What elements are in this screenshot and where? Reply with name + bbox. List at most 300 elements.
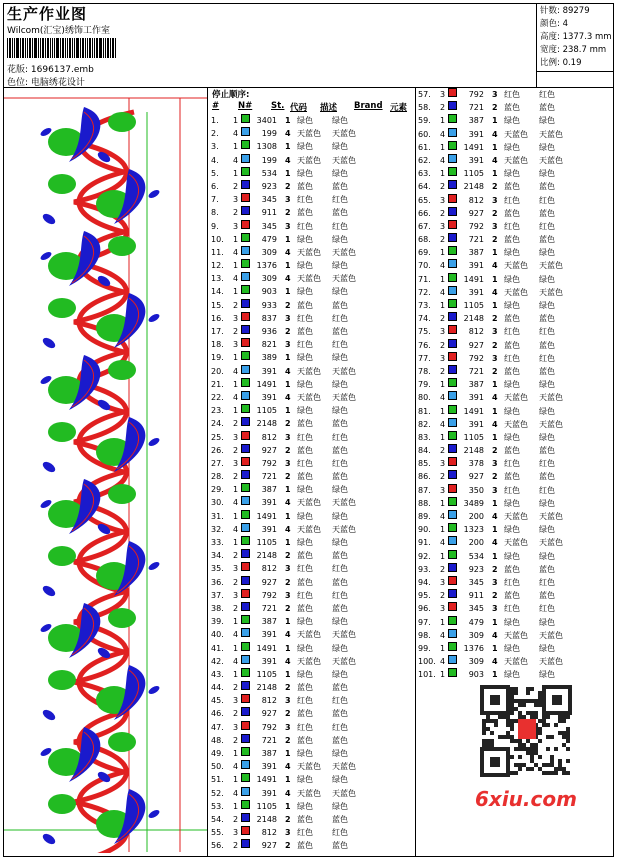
color-swatch <box>241 180 250 189</box>
brand: 红色 <box>332 313 348 323</box>
needle-number: 3 <box>440 90 446 99</box>
description: 天蓝色 <box>297 524 321 534</box>
color-code: 1 <box>285 116 291 125</box>
stop-number: 52. <box>211 788 224 798</box>
qr-module <box>502 715 506 719</box>
color-value: 电脑绣花设计 <box>30 78 85 88</box>
qr-module <box>522 699 526 703</box>
barcode-bar <box>115 38 116 58</box>
qr-module <box>530 759 534 763</box>
brand: 天蓝色 <box>332 656 356 666</box>
stitch-count-cell: 1491 <box>463 274 484 284</box>
barcode-bar <box>89 38 91 58</box>
qr-module <box>538 703 542 707</box>
needle-number: 1 <box>440 617 446 627</box>
qr-module <box>514 699 518 703</box>
table-row <box>418 365 613 378</box>
stitch-count: 针数: 89279 <box>540 6 590 16</box>
brand: 蓝色 <box>539 182 555 192</box>
stop-number: 51. <box>211 775 224 785</box>
needle-number: 3 <box>440 221 446 231</box>
qr-module <box>538 727 542 731</box>
col-code: 代码 <box>290 103 308 113</box>
needle-number: 2 <box>440 446 446 456</box>
color-swatch <box>241 747 250 756</box>
stitch-count-cell: 927 <box>261 577 277 587</box>
color-code: 1 <box>492 380 498 390</box>
qr-module <box>562 771 566 775</box>
barcode-bar <box>92 38 93 58</box>
barcode-bar <box>56 38 59 58</box>
description: 红色 <box>297 432 313 442</box>
qr-module <box>494 719 498 723</box>
stop-number: 6. <box>211 181 219 191</box>
color-swatch <box>241 457 250 466</box>
stop-number: 16. <box>211 313 224 323</box>
description: 蓝色 <box>297 445 313 455</box>
brand: 绿色 <box>332 261 348 271</box>
green-leaf <box>48 422 76 442</box>
description: 绿色 <box>297 287 313 297</box>
qr-finder-center <box>490 757 500 767</box>
stop-number: 80. <box>418 393 431 403</box>
table-row <box>211 351 413 364</box>
stitch-count-cell: 345 <box>261 195 277 205</box>
brand: 红色 <box>332 432 348 442</box>
table-row <box>211 549 413 562</box>
color-swatch <box>448 286 457 295</box>
qr-code <box>470 683 580 779</box>
qr-module <box>534 763 538 767</box>
needle-number: 3 <box>233 458 239 468</box>
stop-number: 72. <box>418 287 431 297</box>
qr-module <box>558 715 562 719</box>
stop-number: 92. <box>418 551 431 561</box>
qr-module <box>514 719 518 723</box>
brand: 绿色 <box>332 287 348 297</box>
needle-number: 4 <box>233 656 239 666</box>
qr-module <box>566 759 570 763</box>
qr-module <box>526 747 530 751</box>
stop-number: 55. <box>211 828 224 838</box>
table-row <box>418 378 613 391</box>
color-code: 2 <box>285 683 291 693</box>
color-swatch <box>241 576 250 585</box>
needle-number: 2 <box>233 327 239 336</box>
stitch-count-cell: 387 <box>468 380 484 390</box>
color-swatch <box>241 206 250 215</box>
description: 蓝色 <box>297 603 313 613</box>
stitch-count-cell: 387 <box>468 116 484 126</box>
barcode-bar <box>60 38 61 58</box>
table-row <box>418 642 613 655</box>
stop-number: 76. <box>418 340 431 350</box>
qr-module <box>550 763 554 767</box>
barcode-bar <box>42 38 44 58</box>
design-width: 宽度: 238.7 mm <box>540 45 607 55</box>
description: 蓝色 <box>504 564 520 574</box>
qr-module <box>486 719 490 723</box>
qr-module <box>534 703 538 707</box>
needle-number: 2 <box>440 472 446 482</box>
color-code: 2 <box>285 551 291 561</box>
table-row <box>418 141 613 154</box>
qr-module <box>514 771 518 775</box>
color-line <box>7 75 85 88</box>
qr-module <box>526 699 530 703</box>
qr-module <box>562 731 566 735</box>
brand: 绿色 <box>539 169 555 179</box>
color-swatch <box>448 589 457 598</box>
color-code: 1 <box>285 168 291 178</box>
qr-module <box>510 723 514 727</box>
table-row <box>211 707 413 720</box>
stitch-count-cell: 2148 <box>256 814 277 824</box>
page-title: 生产作业图 <box>7 5 88 23</box>
description: 绿色 <box>297 234 313 244</box>
stitch-count-cell: 391 <box>468 155 484 165</box>
color-code: 4 <box>492 630 498 640</box>
stitch-count-cell: 721 <box>261 472 277 482</box>
color-code: 4 <box>492 538 498 548</box>
needle-number: 3 <box>440 327 446 337</box>
color-code: 2 <box>285 208 291 218</box>
description: 绿色 <box>504 274 520 284</box>
brand: 蓝色 <box>332 419 348 429</box>
stats-panel <box>540 5 612 70</box>
qr-module <box>510 739 514 743</box>
qr-module <box>546 715 550 719</box>
barcode-bar <box>29 38 31 58</box>
description: 红色 <box>504 577 520 587</box>
qr-module <box>506 719 510 723</box>
description: 蓝色 <box>297 419 313 429</box>
brand: 红色 <box>539 485 555 495</box>
qr-module <box>518 699 522 703</box>
green-leaf <box>108 732 136 752</box>
stop-number: 91. <box>418 538 431 548</box>
barcode-bar <box>112 38 114 58</box>
color-swatch <box>241 707 250 716</box>
table-row <box>211 220 413 233</box>
stop-number: 78. <box>418 366 431 376</box>
description: 绿色 <box>504 169 520 179</box>
stitch-count-cell: 792 <box>468 90 484 99</box>
color-swatch <box>241 167 250 176</box>
qr-module <box>510 719 514 723</box>
stop-number: 43. <box>211 669 224 679</box>
description: 红色 <box>297 696 313 706</box>
table-row <box>211 259 413 272</box>
description: 蓝色 <box>297 709 313 719</box>
color-swatch <box>241 721 250 730</box>
brand: 蓝色 <box>539 591 555 601</box>
stop-sequence-title: 停止顺序: <box>212 90 250 100</box>
stitch-count-cell: 1105 <box>463 432 484 442</box>
description: 天蓝色 <box>504 512 528 521</box>
stop-number: 5. <box>211 168 219 178</box>
table-row <box>418 312 613 325</box>
table-row <box>418 497 613 510</box>
qr-module <box>518 743 522 747</box>
table-row <box>418 510 613 523</box>
brand: 天蓝色 <box>332 392 356 402</box>
col-st: St. <box>271 101 285 111</box>
color-swatch <box>448 325 457 334</box>
stitch-count-cell: 933 <box>261 300 277 310</box>
stitch-count-cell: 200 <box>468 538 484 548</box>
color-swatch <box>241 655 250 664</box>
stop-number: 90. <box>418 525 431 535</box>
brand: 天蓝色 <box>332 762 356 772</box>
needle-number: 1 <box>233 643 239 653</box>
color-swatch <box>241 233 250 242</box>
description: 绿色 <box>504 498 520 508</box>
brand: 红色 <box>332 564 348 574</box>
needle-number: 3 <box>233 221 239 231</box>
description: 蓝色 <box>297 577 313 587</box>
color-swatch <box>241 628 250 637</box>
qr-module <box>554 747 558 751</box>
stop-number: 63. <box>418 169 431 179</box>
stitch-count-cell: 1105 <box>463 169 484 179</box>
needle-number: 1 <box>440 406 446 416</box>
brand: 蓝色 <box>332 472 348 482</box>
description: 天蓝色 <box>297 498 321 508</box>
color-code: 1 <box>492 406 498 416</box>
stitch-count-cell: 812 <box>261 696 277 706</box>
table-row <box>418 101 613 114</box>
table-row <box>418 194 613 207</box>
color-swatch <box>448 141 457 150</box>
brand: 蓝色 <box>332 300 348 310</box>
stitch-count-cell: 1105 <box>256 801 277 811</box>
stop-number: 77. <box>418 353 431 363</box>
brand: 红色 <box>539 577 555 587</box>
brand: 蓝色 <box>332 551 348 561</box>
brand: 绿色 <box>332 406 348 416</box>
qr-module <box>518 747 522 751</box>
barcode-bar <box>7 38 8 58</box>
needle-number: 1 <box>440 116 446 126</box>
table-row <box>418 391 613 404</box>
qr-module <box>566 735 570 739</box>
color-swatch <box>241 154 250 163</box>
color-swatch <box>448 431 457 440</box>
color-swatch <box>241 470 250 479</box>
qr-module <box>550 759 554 763</box>
description: 蓝色 <box>504 472 520 482</box>
description: 红色 <box>504 195 520 205</box>
needle-number: 1 <box>440 670 446 680</box>
needle-number: 3 <box>440 485 446 495</box>
needle-number: 2 <box>440 314 446 324</box>
stitch-count-cell: 721 <box>468 103 484 113</box>
col-brand: Brand <box>354 101 383 111</box>
studio-name: Wilcom(汇宝)绣饰工作室 <box>7 26 110 36</box>
qr-finder-center <box>552 695 562 705</box>
needle-number: 1 <box>440 643 446 653</box>
color-swatch <box>448 246 457 255</box>
needle-number: 2 <box>233 208 239 218</box>
description: 绿色 <box>297 485 313 495</box>
color-swatch <box>448 642 457 651</box>
stitch-count-cell: 391 <box>261 366 277 376</box>
color-code: 1 <box>285 353 291 363</box>
barcode-bar <box>72 38 73 58</box>
table-row <box>211 681 413 694</box>
qr-module <box>482 731 486 735</box>
color-code: 2 <box>492 208 498 218</box>
stitch-count-cell: 923 <box>468 564 484 574</box>
blue-petal <box>147 188 160 199</box>
stitch-count-cell: 391 <box>468 287 484 297</box>
stop-number: 58. <box>418 103 431 113</box>
color-code: 3 <box>492 195 498 205</box>
table-row <box>418 616 613 629</box>
stop-number: 21. <box>211 379 224 389</box>
stop-number: 83. <box>418 432 431 442</box>
stitch-count-cell: 345 <box>468 604 484 614</box>
table-row <box>418 246 613 259</box>
barcode-bar <box>82 38 84 58</box>
table-row <box>418 233 613 246</box>
color-swatch <box>448 233 457 242</box>
barcode-bar <box>27 38 28 58</box>
needle-number: 2 <box>440 366 446 376</box>
needle-number: 2 <box>440 103 446 113</box>
table-row <box>418 114 613 127</box>
stitch-count-cell: 792 <box>261 722 277 732</box>
color-swatch <box>241 536 250 545</box>
stop-number: 82. <box>418 419 431 429</box>
table-row <box>211 285 413 298</box>
table-row <box>211 642 413 655</box>
needle-number: 1 <box>440 498 446 508</box>
qr-module <box>566 771 570 775</box>
color-code: 4 <box>492 657 498 667</box>
color-code: 1 <box>285 485 291 495</box>
color-code: 4 <box>285 762 291 772</box>
description: 红色 <box>297 722 313 732</box>
barcode-bar <box>14 38 15 58</box>
needle-number: 3 <box>233 564 239 574</box>
brand: 蓝色 <box>332 445 348 455</box>
color-swatch <box>241 338 250 347</box>
needle-number: 2 <box>233 472 239 482</box>
qr-module <box>534 699 538 703</box>
stitch-count-cell: 345 <box>468 577 484 587</box>
brand: 蓝色 <box>539 366 555 376</box>
stitch-count-cell: 837 <box>261 313 277 323</box>
brand: 蓝色 <box>539 103 555 113</box>
color-swatch <box>448 167 457 176</box>
description: 蓝色 <box>297 551 313 561</box>
qr-module <box>482 719 486 723</box>
qr-module <box>510 755 514 759</box>
table-row <box>211 483 413 496</box>
table-row <box>211 246 413 259</box>
needle-number: 3 <box>233 340 239 350</box>
stitch-count-cell: 3489 <box>463 498 484 508</box>
brand: 绿色 <box>539 670 555 680</box>
brand: 绿色 <box>332 617 348 627</box>
barcode-bar <box>67 38 68 58</box>
stitch-count-cell: 1491 <box>256 511 277 521</box>
description: 红色 <box>297 564 313 574</box>
qr-module <box>490 743 494 747</box>
color-code: 1 <box>492 274 498 284</box>
qr-module <box>530 711 534 715</box>
needle-number: 1 <box>233 775 239 785</box>
stop-number: 56. <box>211 841 224 851</box>
color-swatch <box>448 378 457 387</box>
qr-module <box>518 711 522 715</box>
stop-number: 53. <box>211 801 224 811</box>
qr-module <box>522 703 526 707</box>
needle-number: 1 <box>233 116 239 125</box>
stitch-count-cell: 2148 <box>463 314 484 324</box>
color-code: 3 <box>285 458 291 468</box>
description: 绿色 <box>504 380 520 390</box>
color-swatch <box>448 101 457 110</box>
qr-module <box>538 731 542 735</box>
color-swatch <box>448 88 457 97</box>
qr-module <box>530 755 534 759</box>
brand: 蓝色 <box>539 472 555 482</box>
qr-module <box>530 743 534 747</box>
brand: 绿色 <box>332 538 348 547</box>
needle-number: 4 <box>233 524 239 534</box>
stop-number: 100. <box>418 657 436 667</box>
qr-module <box>538 695 542 699</box>
brand: 绿色 <box>539 248 555 258</box>
barcode-bar <box>74 38 75 58</box>
needle-number: 1 <box>440 274 446 284</box>
qr-module <box>506 731 510 735</box>
color-swatch <box>448 405 457 414</box>
stitch-count-cell: 1105 <box>256 538 277 547</box>
color-code: 1 <box>285 406 291 416</box>
stop-number: 60. <box>418 129 431 139</box>
table-row <box>211 312 413 325</box>
description: 红色 <box>504 90 520 99</box>
stop-number: 14. <box>211 287 224 297</box>
stitch-count-cell: 2148 <box>256 683 277 693</box>
qr-module <box>510 727 514 731</box>
needle-number: 2 <box>440 182 446 192</box>
table-row <box>418 325 613 338</box>
color-code: 4 <box>285 498 291 508</box>
qr-module <box>542 771 546 775</box>
table-row <box>418 629 613 642</box>
qr-module <box>538 691 542 695</box>
description: 天蓝色 <box>504 155 528 165</box>
qr-module <box>554 723 558 727</box>
stop-number: 57. <box>418 90 431 99</box>
color-swatch <box>448 602 457 611</box>
stop-number: 66. <box>418 208 431 218</box>
brand: 天蓝色 <box>539 657 563 667</box>
table-row <box>211 431 413 444</box>
description: 天蓝色 <box>297 366 321 376</box>
needle-number: 4 <box>440 630 446 640</box>
color-code: 2 <box>285 603 291 613</box>
color-swatch <box>241 391 250 400</box>
description: 蓝色 <box>504 103 520 113</box>
qr-module <box>546 735 550 739</box>
color-swatch <box>241 193 250 202</box>
